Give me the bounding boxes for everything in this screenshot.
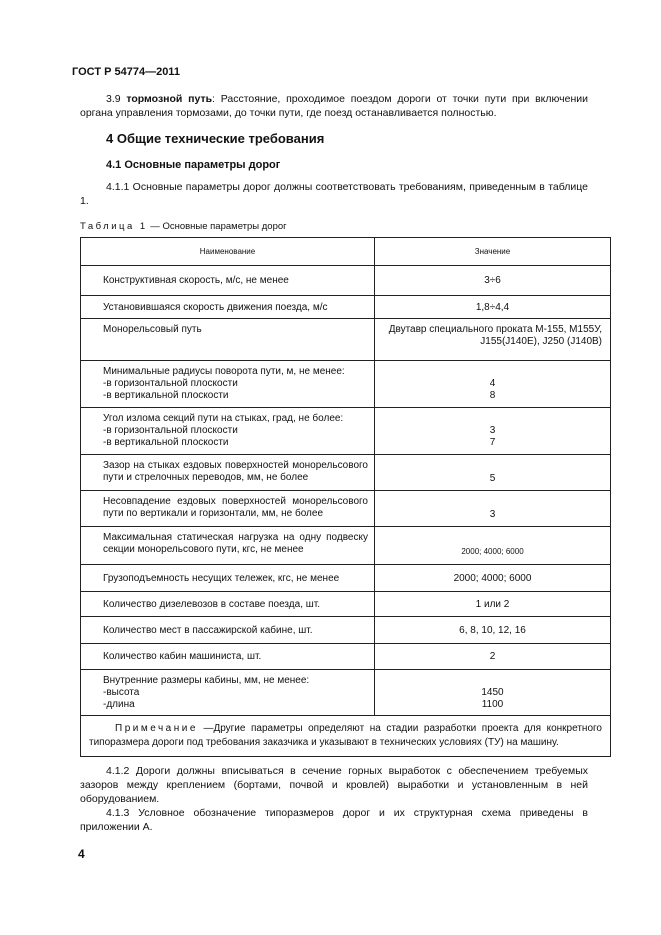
row-value-1: 4 (489, 378, 496, 389)
table-row (81, 592, 611, 617)
column-header-value: Значение (375, 238, 611, 266)
definition-3-9 (80, 92, 588, 120)
row-value-2: 8 (489, 390, 496, 401)
row-value: 2000; 4000; 6000 (375, 527, 611, 565)
table-row (81, 565, 611, 592)
document-code-header: ГОСТ Р 54774—2011 (72, 66, 180, 78)
table-row (81, 455, 611, 491)
row-sub-2: -в вертикальной плоскости (103, 437, 229, 448)
row-sub-1: -высота (103, 687, 140, 698)
table-note-row (81, 716, 611, 757)
table-row (81, 408, 611, 455)
table-note (81, 716, 611, 757)
row-value-1: 3 (489, 425, 496, 436)
table-row (81, 670, 611, 716)
row-name: Монорельсовый путь (81, 319, 375, 361)
row-value: 3÷6 (375, 266, 611, 296)
row-name: Максимальная статическая нагрузка на одну подвеску секции монорельсового пути, кгс, не менее (81, 527, 375, 565)
row-sub-2: -в вертикальной плоскости (103, 390, 229, 401)
table-row (81, 644, 611, 670)
row-title: Угол излома секций пути на стыках, град, не более: (103, 413, 344, 424)
row-name: Установившаяся скорость движения поезда, м/с (81, 296, 375, 319)
table-row (81, 266, 611, 296)
row-name (81, 408, 375, 455)
paragraph-4-1-2: 4.1.2 Дороги должны вписываться в сечение горных выработок с обеспечением требуемых зазоров между креплением (бортами, почвой и кровлей) выработки и установленным в ней оборудованием. (80, 765, 588, 805)
note-text: —Другие параметры определяют на стадии разработки проекта для конкретного типоразмера дороги под требования заказчика и указывают в технических условиях (ТУ) на машину. (89, 723, 602, 748)
row-value: Двутавр специального проката М-155, М155У, J155(J140E), J250 (J140B) (375, 319, 611, 361)
definition-text: : Расстояние, проходимое поездом дороги от точки пути при включении органа управления тормозами, до точки пути, где поезд останавливается полностью. (80, 93, 588, 119)
table-row (81, 361, 611, 408)
parameters-table (80, 237, 611, 757)
table-row (81, 617, 611, 644)
row-value: 1,8÷4,4 (375, 296, 611, 319)
row-name: Количество кабин машиниста, шт. (81, 644, 375, 670)
row-name: Грузоподъемность несущих тележек, кгс, не менее (81, 565, 375, 592)
row-name: Количество мест в пассажирской кабине, шт. (81, 617, 375, 644)
row-value: 2 (375, 644, 611, 670)
table-caption-text: — Основные параметры дорог (147, 221, 287, 232)
row-title: Минимальные радиусы поворота пути, м, не менее: (103, 366, 345, 377)
definition-term: тормозной путь (126, 93, 213, 105)
row-value-2: 1100 (481, 699, 504, 710)
table-row (81, 527, 611, 565)
row-sub-1: -в горизонтальной плоскости (103, 425, 238, 436)
row-value: 5 (375, 455, 611, 491)
row-sub-2: -длина (103, 699, 135, 710)
table-caption (80, 221, 287, 232)
row-sub-1: -в горизонтальной плоскости (103, 378, 238, 389)
row-name (81, 670, 375, 716)
paragraph-4-1-3: 4.1.3 Условное обозначение типоразмеров дорог и их структурная схема приведены в приложении А. (80, 807, 588, 833)
note-label: Примечание (115, 723, 198, 734)
row-value-1: 1450 (481, 687, 504, 698)
table-caption-label: Таблица 1 (80, 221, 148, 232)
paragraph-4-1-1: 4.1.1 Основные параметры дорог должны соответствовать требованиям, приведенным в таблице 1. (80, 181, 588, 207)
row-value: 6, 8, 10, 12, 16 (375, 617, 611, 644)
table-row (81, 296, 611, 319)
column-header-name: Наименование (81, 238, 375, 266)
row-value: 1 или 2 (375, 592, 611, 617)
row-value (375, 361, 611, 408)
row-name: Несовпадение ездовых поверхностей монорельсового пути по вертикали и горизонтали, мм, не более (81, 491, 375, 527)
table-row (81, 491, 611, 527)
row-value-2: 7 (489, 437, 496, 448)
subsection-4-1-heading: 4.1 Основные параметры дорог (106, 159, 281, 171)
page-number: 4 (78, 847, 85, 861)
row-value (375, 670, 611, 716)
row-name: Конструктивная скорость, м/с, не менее (81, 266, 375, 296)
table-header-row (81, 238, 611, 266)
row-value (375, 408, 611, 455)
row-name (81, 361, 375, 408)
section-4-heading: 4 Общие технические требования (106, 131, 325, 146)
row-value: 3 (375, 491, 611, 527)
row-value: 2000; 4000; 6000 (375, 565, 611, 592)
row-title: Внутренние размеры кабины, мм, не менее: (103, 675, 310, 686)
row-name: Количество дизелевозов в составе поезда, шт. (81, 592, 375, 617)
table-row (81, 319, 611, 361)
definition-number: 3.9 (106, 93, 121, 105)
row-name: Зазор на стыках ездовых поверхностей монорельсового пути и стрелочных переводов, мм, не более (81, 455, 375, 491)
